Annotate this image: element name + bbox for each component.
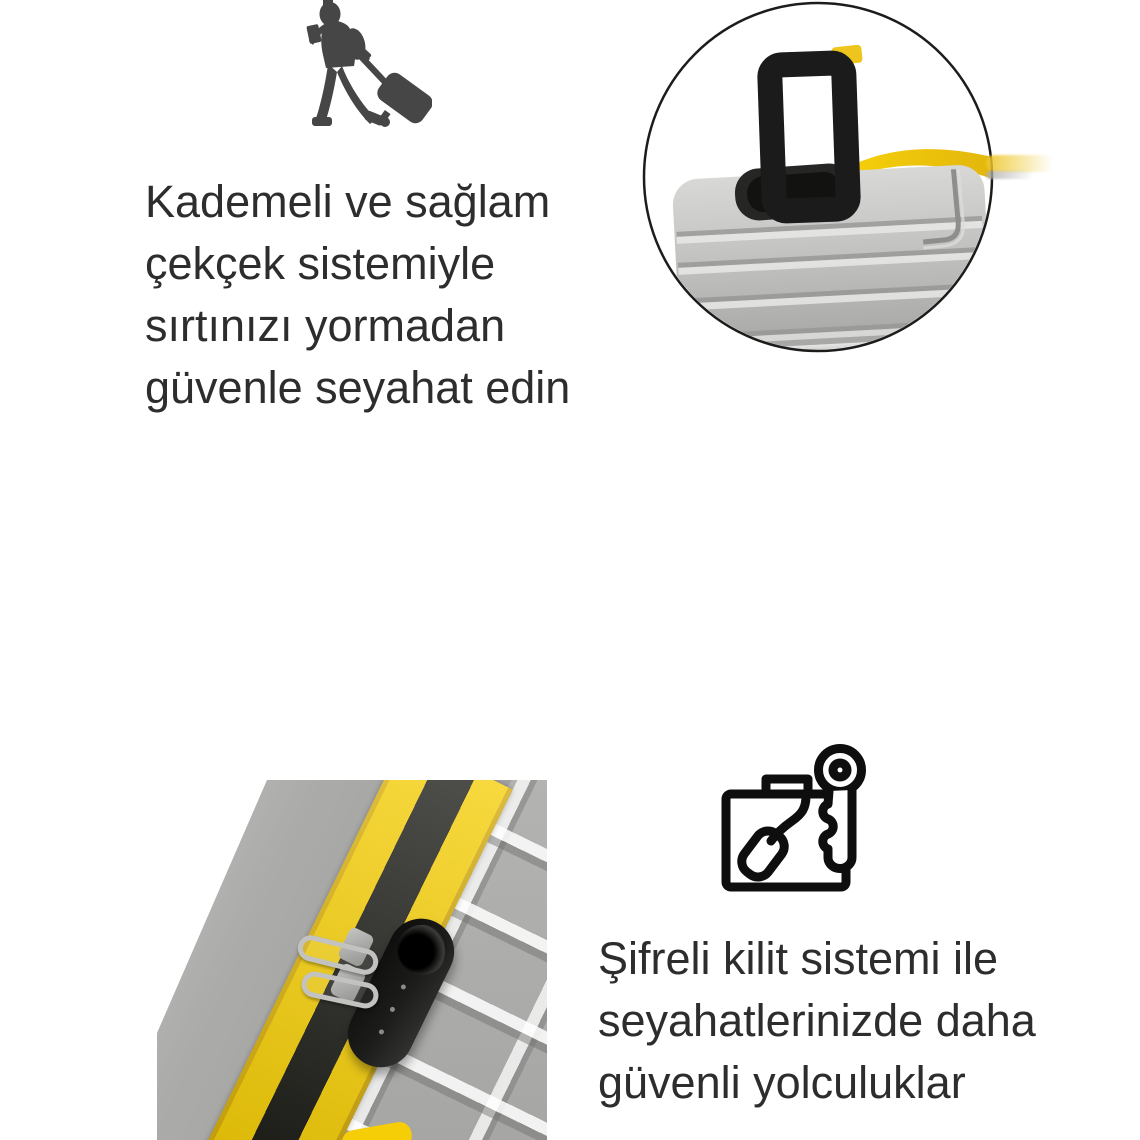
lock-feature-line: güvenli yolculuklar: [598, 1057, 966, 1108]
lock-photo: [157, 780, 547, 1140]
trolley-feature-line: güvenle seyahat edin: [145, 362, 571, 413]
lock-feature-line: seyahatlerinizde daha: [598, 995, 1036, 1046]
briefcase-key-icon: [716, 742, 872, 894]
silver-trim-overflow: [986, 171, 1034, 179]
trolley-feature-line: çekçek sistemiyle: [145, 238, 496, 289]
trolley-feature-line: Kademeli ve sağlam: [145, 176, 551, 227]
traveler-with-luggage-icon: [282, 0, 432, 132]
trolley-feature-text: [145, 171, 570, 419]
handle-photo: [640, 0, 996, 354]
lock-feature-text: [598, 928, 1036, 1114]
yellow-trim-overflow: [986, 155, 1064, 172]
trolley-feature-line: sırtınızı yormadan: [145, 300, 506, 351]
lock-feature-line: Şifreli kilit sistemi ile: [598, 933, 999, 984]
